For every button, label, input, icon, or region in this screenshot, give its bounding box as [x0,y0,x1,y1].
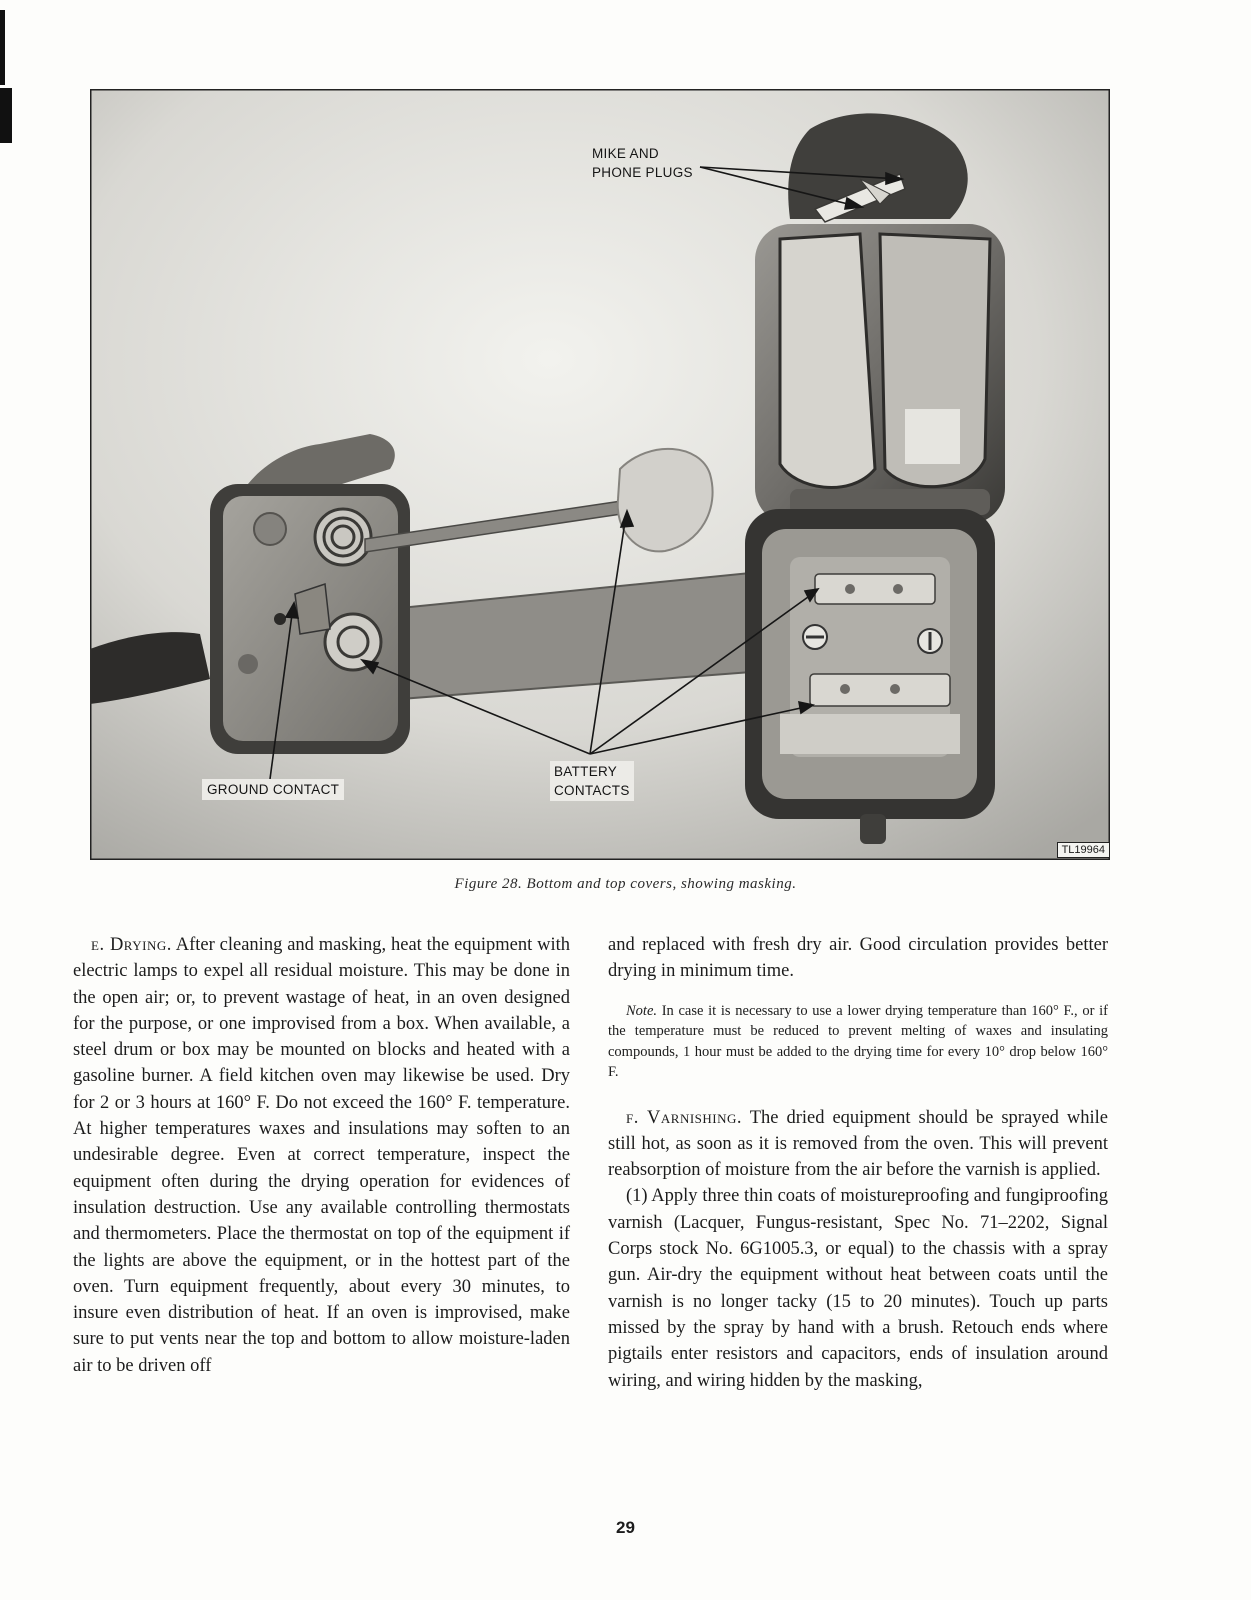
edge-binding-mark [0,10,5,85]
figure-photo [90,89,1110,860]
drying-heading: e. Drying. [91,935,172,955]
battery-contacts-label: BATTERY CONTACTS [550,761,634,801]
varnishing-text: The dried equipment should be sprayed while still hot, as soon as it is removed from the oven. This will prevent reabsorption of moisture from the air before the varnish is applied. [608,1107,1108,1181]
varnishing-paragraph [608,1105,1108,1184]
left-column [73,932,570,1379]
equipment-photo [90,89,1110,860]
note-label: Note. [626,1002,658,1019]
varnishing-heading: f. Varnishing. [626,1107,743,1128]
figure-code: TL19964 [1057,842,1110,858]
edge-binding-mark [0,88,12,143]
note-text: In case it is necessary to use a lower drying temperature than 160° F., or if the temperature must be reduced to prevent melting of waxes and insulating compounds, 1 hour must be added to the drying time for every 10° drop below 160° F. [608,1002,1109,1081]
drying-text: After cleaning and masking, heat the equipment with electric lamps to expel all residual moisture. This may be done in the open air; or, to prevent wastage of heat, in an oven designed for the purpose, or one improvised from a box. When available, a steel drum or box may be mounted on blocks and heated with a gasoline burner. A field kitchen oven may likewise be used. Dry for 2 or 3 hours at 160° F. Do not exceed the 160° F. temperature. At higher temperatures waxes and insulations may soften to an undesirable degree. Even at correct temperature, inspect the equipment often during the drying operation for evidences of insulation destruction. Use any available controlling thermostats and thermometers. Place the thermostat on top of the equipment if the lights are above the equipment, or in the hottest part of the oven. Turn equipment frequently, about every 30 minutes, to insure even distribution of heat. If an oven is improvised, make sure to put vents near the top and bottom to allow moisture-laden air to be driven off [73,935,571,1376]
drying-note [608,1001,1108,1083]
varnish-step-1: (1) Apply three thin coats of moistureproofing and fungiproofing varnish (Lacquer, Fungus-resistant, Spec No. 71–2202, Signal Corps stock No. 6G1005.3, or equal) to the chassis with a spray gun. Air-dry the equipment without heat between coats until the varnish is no longer tacky (15 to 20 minutes). Touch up parts missed by the spray by hand with a brush. Retouch ends where pigtails enter resistors and capacitors, ends of insulation around wiring, and wiring hidden by the masking, [608,1186,1108,1391]
figure-caption: Figure 28. Bottom and top covers, showing masking. [454,876,797,892]
page-number: 29 [616,1518,635,1537]
drying-paragraph [73,932,570,1379]
ground-contact-label: GROUND CONTACT [202,779,344,800]
drying-continued: and replaced with fresh dry air. Good circulation provides better drying in minimum time. [608,935,1108,982]
right-column [608,932,1108,1394]
mike-phone-plugs-label: MIKE AND PHONE PLUGS [592,146,693,180]
